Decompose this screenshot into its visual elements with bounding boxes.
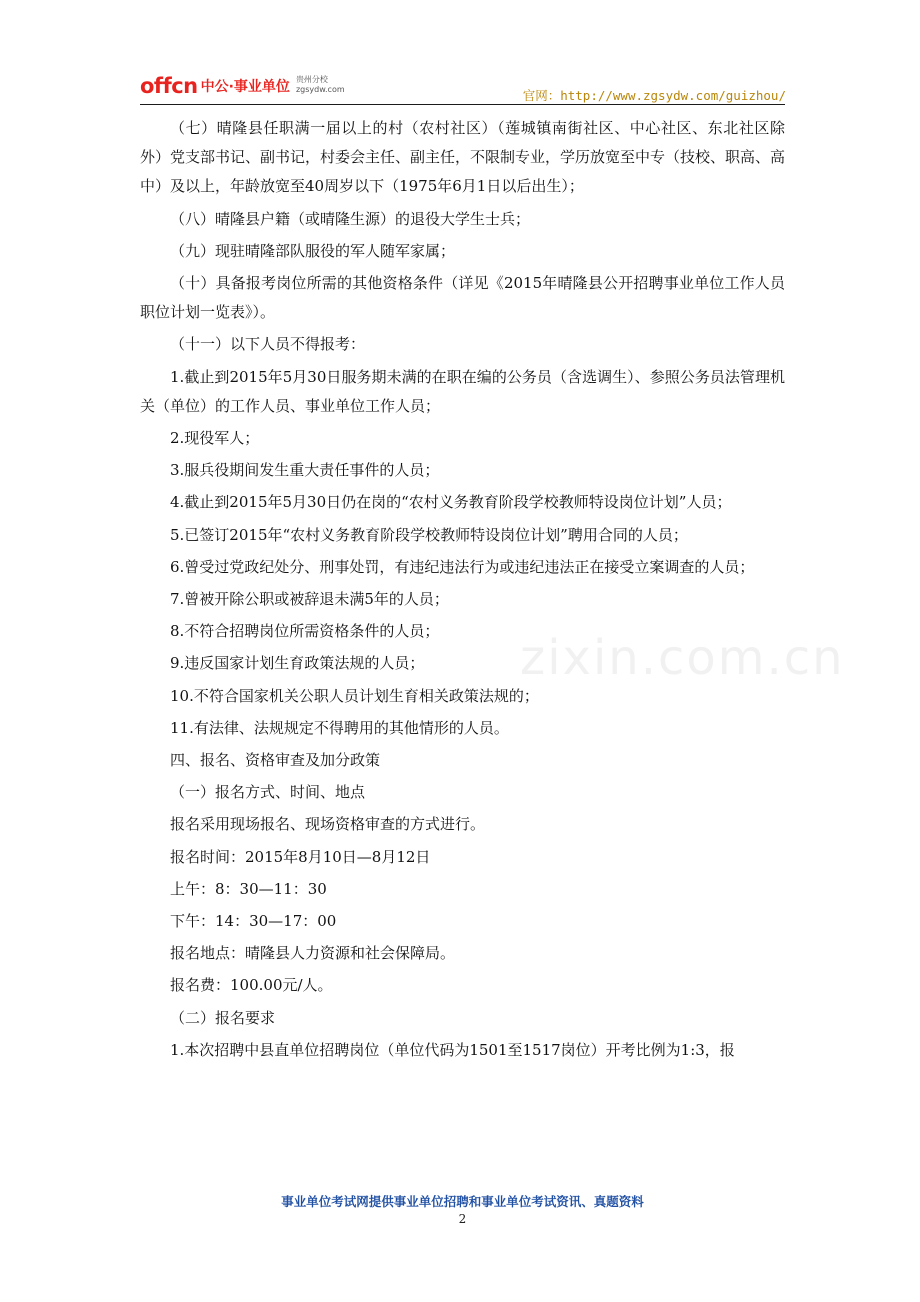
- list-item-8: 8.不符合招聘岗位所需资格条件的人员；: [170, 622, 440, 641]
- paragraph-9: （九）现驻晴隆部队服役的军人随军家属；: [170, 241, 456, 260]
- requirement-1: 1.本次招聘中县直单位招聘岗位（单位代码为1501至1517岗位）开考比例为1:3，报: [170, 1040, 735, 1059]
- page-header: [0, 0, 920, 104]
- subsection-heading-2: （二）报名要求: [170, 1008, 276, 1027]
- paragraph-10: （十）具备报考岗位所需的其他资格条件（详见《2015年晴隆县公开招聘事业单位工作人员职位计划一览表》）。: [140, 274, 785, 322]
- site-link[interactable]: 官网：http://www.zgsydw.com/guizhou/: [522, 88, 786, 103]
- page-number: 2: [458, 1212, 467, 1226]
- morning-hours: 上午：8：30—11：30: [170, 879, 327, 898]
- registration-location: 报名地点：晴隆县人力资源和社会保障局。: [170, 944, 456, 963]
- registration-time: 报名时间：2015年8月10日—8月12日: [170, 847, 431, 866]
- list-item-11: 11.有法律、法规规定不得聘用的其他情形的人员。: [170, 718, 509, 737]
- list-item-5: 5.已签订2015年“农村义务教育阶段学校教师特设岗位计划”聘用合同的人员；: [170, 525, 688, 544]
- list-item-10: 10.不符合国家机关公职人员计划生育相关政策法规的；: [170, 686, 539, 705]
- paragraph-11: （十一）以下人员不得报考：: [170, 335, 366, 354]
- list-item-1: 1.截止到2015年5月30日服务期未满的在职在编的公务员（含选调生）、参照公务员法管理机关（单位）的工作人员、事业单位工作人员；: [140, 367, 785, 415]
- registration-method: 报名采用现场报名、现场资格审查的方式进行。: [170, 815, 486, 834]
- paragraph-7: （七）晴隆县任职满一届以上的村（农村社区）（莲城镇南街社区、中心社区、东北社区除外）党支部书记、副书记，村委会主任、副主任，不限制专业，学历放宽至中专（技校、职高、高中）及以上，年龄放宽至40周岁以下（1975年6月1日以后出生）；: [140, 119, 786, 196]
- offcn-logo[interactable]: [140, 72, 345, 98]
- list-item-6: 6.曾受过党政纪处分、刑事处罚，有违纪违法行为或违纪违法正在接受立案调查的人员；: [170, 557, 755, 576]
- list-item-4: 4.截止到2015年5月30日仍在岗的“农村义务教育阶段学校教师特设岗位计划”人员；: [170, 493, 732, 512]
- logo-text: 中公·事业单位: [200, 79, 290, 95]
- logo-mark: offcn: [140, 74, 198, 98]
- list-item-9: 9.违反国家计划生育政策法规的人员；: [170, 654, 425, 673]
- logo-domain: zgsydw.com: [295, 85, 345, 94]
- list-item-7: 7.曾被开除公职或被辞退未满5年的人员；: [170, 590, 449, 609]
- document-body: [140, 114, 785, 1065]
- subsection-heading-1: （一）报名方式、时间、地点: [170, 783, 366, 802]
- paragraph-8: （八）晴隆县户籍（或晴隆生源）的退役大学生士兵；: [170, 209, 531, 228]
- logo-subtitle: [296, 75, 345, 98]
- list-item-2: 2.现役军人；: [170, 429, 260, 448]
- list-item-3: 3.服兵役期间发生重大责任事件的人员；: [170, 461, 440, 480]
- registration-fee: 报名费：100.00元/人。: [170, 976, 333, 995]
- logo-branch: 贵州分校: [295, 75, 328, 84]
- afternoon-hours: 下午：14：30—17：00: [170, 912, 337, 931]
- header-divider: [140, 104, 785, 105]
- watermark: zixin.com.cn: [520, 630, 845, 686]
- section-heading-4: 四、报名、资格审查及加分政策: [170, 751, 381, 770]
- footer-link[interactable]: 事业单位考试网提供事业单位招聘和事业单位考试资讯、真题资料: [281, 1194, 644, 1209]
